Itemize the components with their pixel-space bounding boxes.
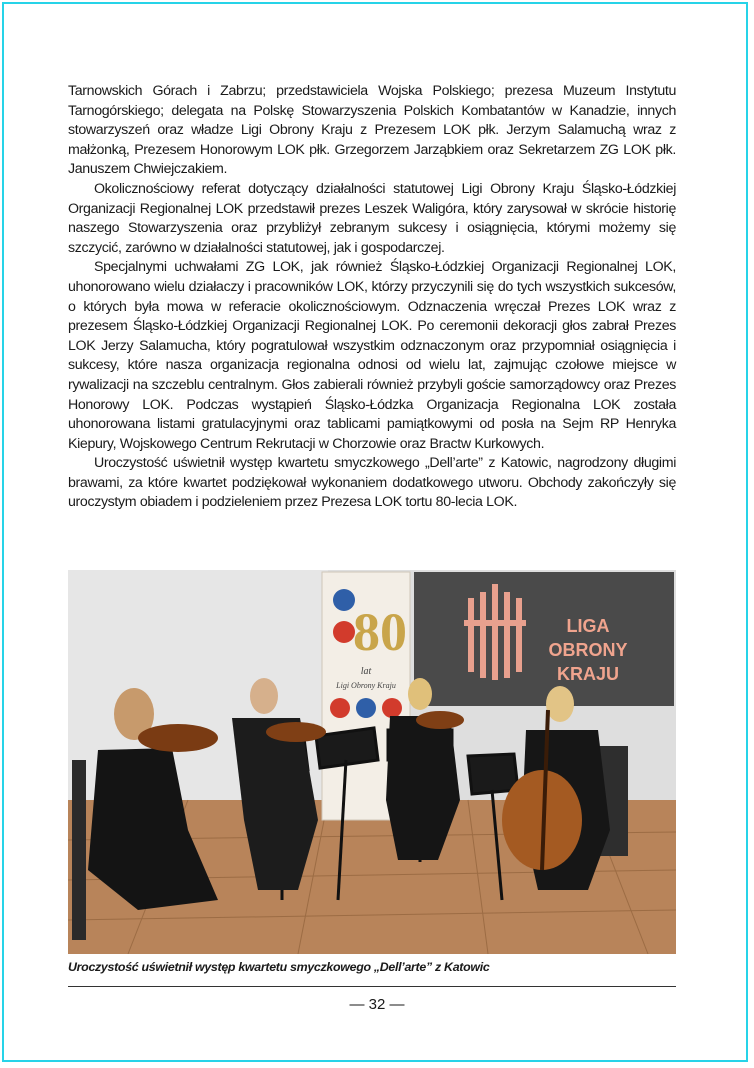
paragraph-2: Okolicznościowy referat dotyczący działalności statutowej Ligi Obrony Kraju Śląsko-Łódzkiej Organizacji Regionalnej LOK przedstawił prezes Leszek Waligóra, który zarysował w skrócie historię naszego Stowarzyszenia oraz przybliżył zebranym sukcesy i osiągnięcia, którymi możemy się szczycić, zarówno w działalności statutowej, jak i gospodarczej. xyxy=(68,180,676,256)
quartet-photo xyxy=(68,570,676,954)
projection-screen xyxy=(414,572,674,706)
paragraph-4: Uroczystość uświetnił występ kwartetu smyczkowego „Dell’arte” z Katowic, nagrodzony długimi brawami, za które kwartet podziękował wykonaniem dodatkowego utworu. Obchody zakończyły się uroczystym obiadem i podzieleniem przez Prezesa LOK tortu 80-lecia LOK. xyxy=(68,455,676,511)
paragraph-1: Tarnowskich Górach i Zabrzu; przedstawiciela Wojska Polskiego; prezesa Muzeum Instytutu Tarnogórskiego; delegata na Polskę Stowarzyszenia Polskich Kombatantów w Kanadzie, innych stowarzyszeń oraz władze Ligi Obrony Kraju z Prezesem LOK płk. Jerzym Salamuchą wraz z małżonką, Prezesem Honorowym LOK płk. Grzegorzem Jarząbkiem oraz Sekretarzem ZG LOK płk. Januszem Chwiejczakiem. xyxy=(68,83,676,178)
banner-80: 80 xyxy=(353,602,407,662)
paragraph-3: Specjalnymi uchwałami ZG LOK, jak również Śląsko-Łódzkiej Organizacji Regionalnej LOK, uhonorowano wielu działaczy i pracowników LOK, którzy przyczynili się do tych wszystkich sukcesów, o których była mowa w referacie okolicznościowym. Odznaczenia wręczał Prezes LOK wraz z prezesem Śląsko-Łódzkiej Organizacji Regionalnej LOK. Po ceremonii dekoracji głos zabrał Prezes LOK Jerzy Salamucha, który pogratulował wszystkim odznaczonym oraz przypomniał osiągnięcia i sukcesy, które nasza organizacja regionalna odnosi od wielu lat, zajmując czołowe miejsce w rywalizacji na szczeblu centralnym. Głos zabierali również przybyli goście samorządowcy oraz Prezes Honorowy LOK. Podczas wystąpień Śląsko-Łódzka Organizacja Regionalna LOK została uhonorowana listami gratulacyjnymi oraz tablicami pamiątkowymi od posła na Sejm RP Henryka Kiepury, Wojskowego Centrum Rekrutacji w Chorzowie oraz Bractw Kurkowych. xyxy=(68,259,676,452)
photo-illustration xyxy=(68,570,676,954)
liga-logo-mark xyxy=(464,584,526,680)
screen-text-kraju: KRAJU xyxy=(556,664,620,684)
article-body xyxy=(68,82,676,513)
page-number: — 32 — xyxy=(349,996,405,1013)
screen-text-obrony: OBRONY xyxy=(548,640,628,660)
banner-lat: lat xyxy=(360,666,372,677)
banner-org-name: Ligi Obrony Kraju xyxy=(336,681,396,690)
footer-divider xyxy=(68,986,676,987)
screen-text-liga: LIGA xyxy=(566,616,610,636)
photo-caption: Uroczystość uświetnił występ kwartetu smyczkowego „Dell’arte” z Katowic xyxy=(68,960,490,974)
